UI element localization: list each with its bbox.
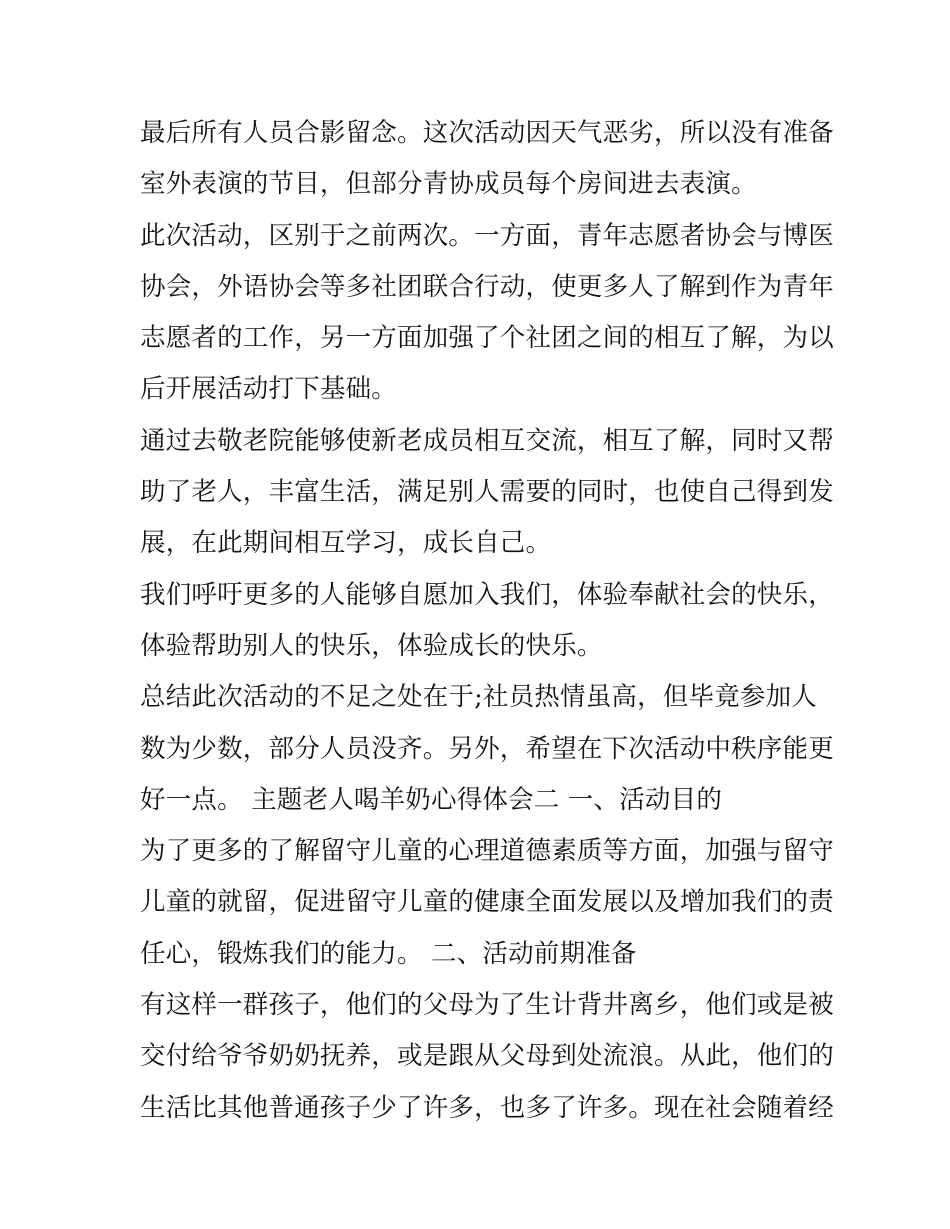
text-line-4: 协会，外语协会等多社团联合行动，使更多人了解到作为青年 xyxy=(140,271,834,302)
text-line-12: 总结此次活动的不足之处在于;社员热情虽高，但毕竟参加人 xyxy=(140,682,817,713)
text-line-5: 志愿者的工作，另一方面加强了个社团之间的相互了解，为以 xyxy=(140,323,834,354)
document-body xyxy=(140,108,834,1134)
text-line-10: 我们呼吁更多的人能够自愿加入我们，体验奉献社会的快乐， xyxy=(140,579,834,610)
text-line-13: 数为少数，部分人员没齐。另外，希望在下次活动中秩序能更 xyxy=(140,733,834,764)
text-line-11: 体验帮助别人的快乐，体验成长的快乐。 xyxy=(140,630,603,661)
text-line-1: 最后所有人员合影留念。这次活动因天气恶劣，所以没有准备 xyxy=(140,118,834,148)
text-line-18: 有这样一群孩子，他们的父母为了生计背井离乡，他们或是被 xyxy=(140,990,834,1021)
text-line-6: 后开展活动打下基础。 xyxy=(140,374,398,405)
text-line-7: 通过去敬老院能够使新老成员相互交流，相互了解，同时又帮 xyxy=(140,425,834,456)
text-line-14: 好一点。 主题老人喝羊奶心得体会二 一、活动目的 xyxy=(140,784,723,815)
text-line-20: 生活比其他普通孩子少了许多，也多了许多。现在社会随着经 xyxy=(140,1092,834,1123)
text-line-8: 助了老人，丰富生活，满足别人需要的同时，也使自己得到发 xyxy=(140,477,834,508)
text-line-9: 展，在此期间相互学习，成长自己。 xyxy=(140,528,552,559)
text-line-19: 交付给爷爷奶奶抚养，或是跟从父母到处流浪。从此，他们的 xyxy=(140,1041,834,1072)
text-line-15: 为了更多的了解留守儿童的心理道德素质等方面，加强与留守 xyxy=(140,836,834,867)
text-line-17: 任心，锻炼我们的能力。 二、活动前期准备 xyxy=(140,938,637,969)
text-line-16: 儿童的就留，促进留守儿童的健康全面发展以及增加我们的责 xyxy=(140,887,834,918)
text-line-2: 室外表演的节目，但部分青协成员每个房间进去表演。 xyxy=(140,169,757,200)
text-line-3: 此次活动，区别于之前两次。一方面，青年志愿者协会与博医 xyxy=(140,220,834,251)
